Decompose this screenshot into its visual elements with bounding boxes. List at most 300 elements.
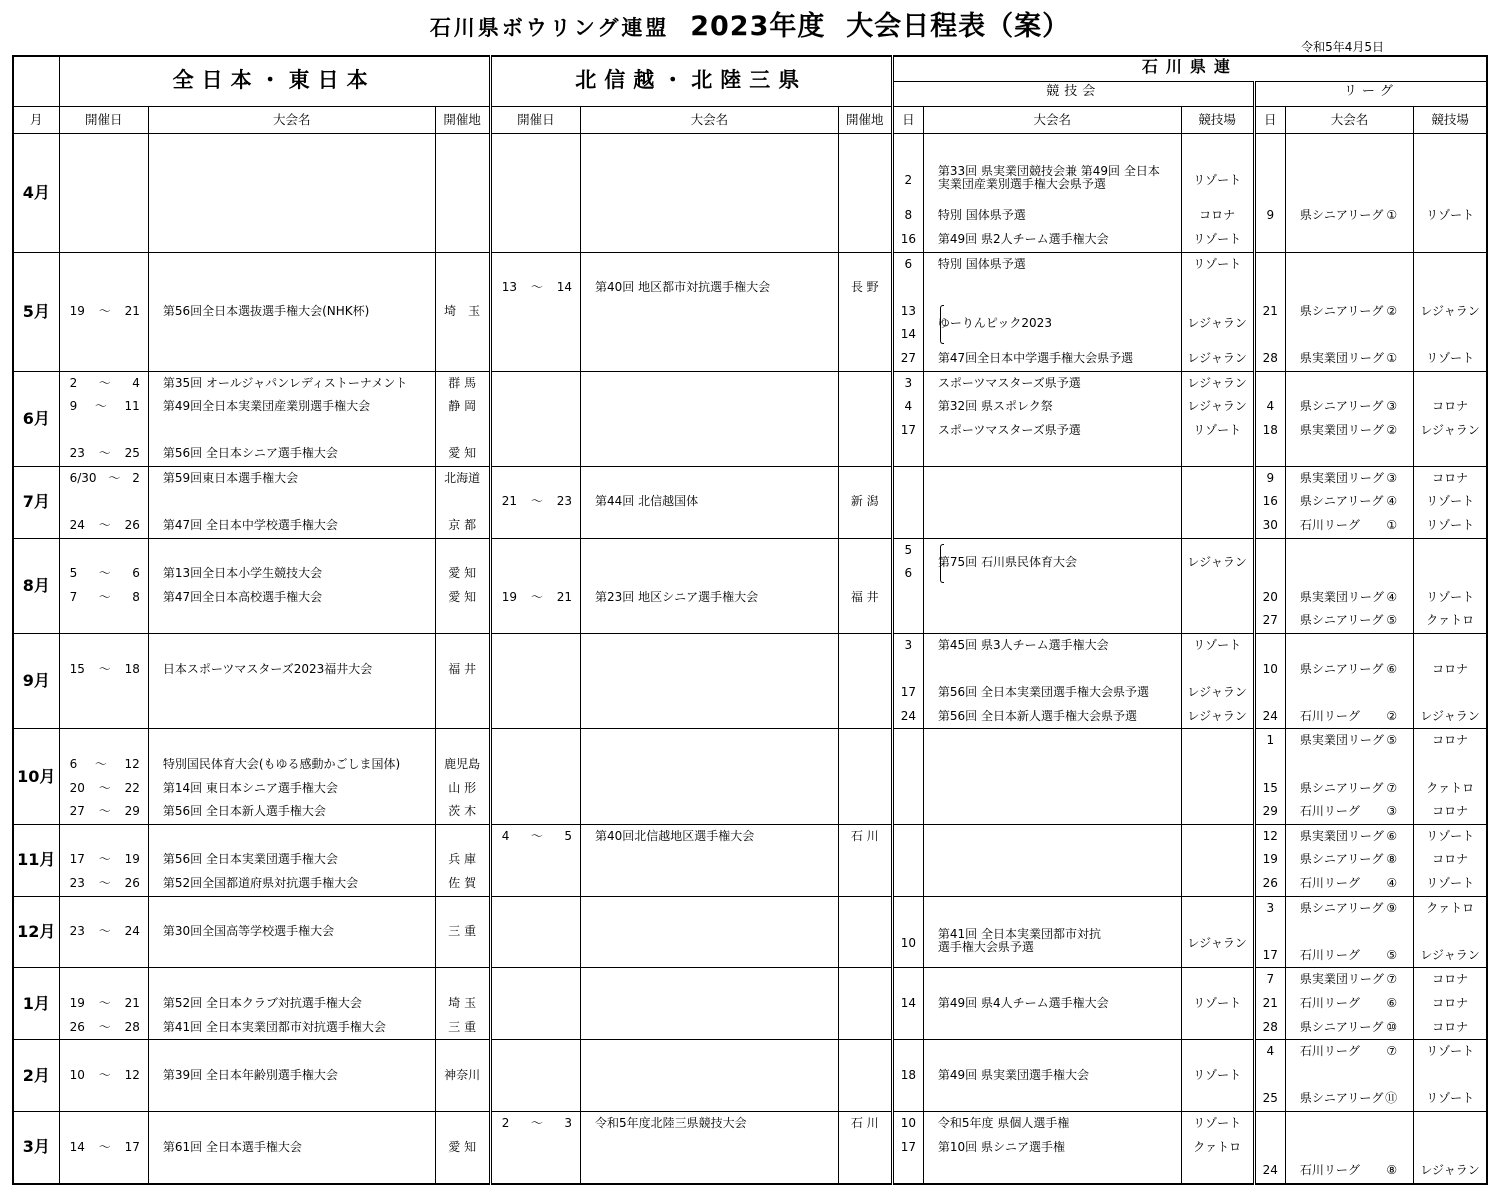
regional-date-cell <box>490 538 580 633</box>
event-name: 第13回全日本小学生競技大会 <box>162 566 323 581</box>
line <box>163 992 435 1016</box>
line <box>163 539 435 563</box>
line <box>595 562 838 586</box>
event-name: 第40回 地区都市対抗選手権大会 <box>594 280 771 295</box>
line <box>595 777 838 801</box>
event-name: 第47回 全日本中学校選手権大会 <box>162 518 338 533</box>
national-venue-cell <box>435 634 490 729</box>
venue-name: 鹿児島 <box>444 757 481 772</box>
line <box>839 1136 891 1160</box>
line <box>163 347 435 371</box>
line <box>492 658 580 682</box>
line <box>839 920 891 944</box>
end-date: 26 <box>124 876 140 891</box>
end-date: 21 <box>124 303 140 318</box>
league-name-cell <box>1285 896 1413 968</box>
line <box>839 681 891 705</box>
arena-name: リゾート <box>1426 828 1475 843</box>
line <box>595 157 838 181</box>
event-name: 特別 国体県予選 <box>937 256 1026 271</box>
kyogikai-event-cell <box>923 1040 1181 1112</box>
line <box>492 753 580 777</box>
line <box>1256 204 1285 228</box>
tilde: ～ <box>530 828 543 843</box>
line <box>163 276 435 300</box>
line <box>1300 467 1413 491</box>
venue-name: 北海道 <box>444 470 481 485</box>
regional-event-cell <box>580 1112 838 1184</box>
national-date-cell <box>59 968 148 1040</box>
arena-name: レジャラン <box>1187 708 1247 723</box>
date-range <box>60 372 148 396</box>
line <box>938 1112 1181 1136</box>
month-row <box>13 538 1487 633</box>
regional-event-cell <box>580 824 838 896</box>
event-name: 第47回全日本高校選手権大会 <box>162 589 323 604</box>
line <box>839 705 891 729</box>
line <box>60 1087 148 1111</box>
round-number: ⑨ <box>1386 900 1398 915</box>
line <box>436 872 489 896</box>
national-date-cell <box>59 729 148 824</box>
arena-name: コロナ <box>1432 661 1469 676</box>
line <box>1414 228 1486 252</box>
league-name-cell <box>1285 1112 1413 1184</box>
line <box>938 1040 1181 1064</box>
kyogikai-day-cell <box>892 371 923 466</box>
line <box>938 1136 1181 1160</box>
event-name-cont: 実業団産業別選手権大会県予選 <box>937 177 1106 192</box>
tilde: ～ <box>530 280 543 295</box>
line <box>1414 777 1486 801</box>
event-name: 第59回東日本選手権大会 <box>162 470 299 485</box>
line <box>60 157 148 181</box>
month-label: 9月 <box>13 634 59 729</box>
arena-name: リゾート <box>1193 422 1242 437</box>
line <box>1256 347 1285 371</box>
line <box>1182 300 1253 347</box>
line <box>1182 1064 1253 1088</box>
end-date: 21 <box>124 996 140 1011</box>
tilde: ～ <box>98 804 111 819</box>
line <box>492 323 580 347</box>
start-date: 23 <box>69 446 85 461</box>
national-venue-cell <box>435 538 490 633</box>
round-number: ③ <box>1386 804 1398 819</box>
end-date: 21 <box>556 589 572 604</box>
round-number: ⑤ <box>1386 613 1398 628</box>
line <box>595 1159 838 1183</box>
line <box>894 1112 923 1136</box>
national-date-cell <box>59 133 148 252</box>
league-name: 県シニアリーグ <box>1299 852 1384 867</box>
line <box>1300 442 1413 466</box>
line <box>595 419 838 443</box>
line <box>1414 419 1486 443</box>
line <box>1414 586 1486 610</box>
line <box>492 848 580 872</box>
line <box>839 490 891 514</box>
line <box>1300 920 1413 944</box>
league-name: 県実業団リーグ <box>1299 422 1384 437</box>
line <box>1256 729 1285 753</box>
line <box>1256 634 1285 658</box>
line <box>1414 800 1486 824</box>
kyogikai-day-cell <box>892 133 923 252</box>
month-label: 6月 <box>13 371 59 466</box>
league-day: 19 <box>1262 852 1278 867</box>
line <box>436 681 489 705</box>
line <box>492 944 580 968</box>
line <box>1300 872 1413 896</box>
line <box>595 1136 838 1160</box>
regional-venue-cell <box>838 634 892 729</box>
line <box>163 300 435 324</box>
event-day: 14 <box>900 996 916 1011</box>
line <box>839 467 891 491</box>
line <box>163 897 435 921</box>
line <box>1300 134 1413 158</box>
line <box>595 872 838 896</box>
line <box>1414 705 1486 729</box>
venue-name: 三 重 <box>448 924 477 939</box>
line <box>163 442 435 466</box>
national-event-cell <box>148 634 435 729</box>
line <box>60 347 148 371</box>
event-name: 特別 国体県予選 <box>937 208 1026 223</box>
league-day: 15 <box>1262 780 1278 795</box>
line <box>1300 562 1413 586</box>
line <box>938 753 1181 777</box>
month-row <box>13 968 1487 1040</box>
line <box>839 442 891 466</box>
line <box>894 253 923 277</box>
day-col-header: 日 <box>1254 106 1285 133</box>
line <box>1182 1136 1253 1160</box>
arena-name: レジャラン <box>1420 708 1480 723</box>
line <box>938 442 1181 466</box>
line <box>839 372 891 396</box>
national-venue-cell <box>435 968 490 1040</box>
line <box>436 705 489 729</box>
line <box>492 705 580 729</box>
start-date: 19 <box>501 589 518 604</box>
line <box>163 372 435 396</box>
line <box>595 1064 838 1088</box>
line <box>839 1064 891 1088</box>
line <box>839 968 891 992</box>
round-number: ⑩ <box>1386 1019 1398 1034</box>
line <box>492 634 580 658</box>
round-number: ⑥ <box>1386 661 1398 676</box>
line <box>1256 1040 1285 1064</box>
arena-name: リゾート <box>1193 1067 1242 1082</box>
line <box>1182 347 1253 371</box>
national-event-cell <box>148 896 435 968</box>
line <box>595 276 838 300</box>
league-name: 県シニアリーグ <box>1299 208 1384 223</box>
event-name: 第56回 全日本シニア選手権大会 <box>162 446 338 461</box>
national-date-cell <box>59 1112 148 1184</box>
venue-col-header: 開催地 <box>838 106 892 133</box>
bracket <box>940 305 944 344</box>
line <box>492 467 580 491</box>
line <box>839 300 891 324</box>
regional-date-cell <box>490 824 580 896</box>
league-day-cell <box>1254 371 1285 466</box>
national-date-cell <box>59 1040 148 1112</box>
line <box>1414 609 1486 633</box>
regional-venue-cell <box>838 133 892 252</box>
line <box>1414 157 1486 181</box>
line <box>938 419 1181 443</box>
end-date: 12 <box>124 757 140 772</box>
line <box>1414 872 1486 896</box>
league-arena-cell <box>1414 896 1487 968</box>
line <box>839 323 891 347</box>
line <box>938 1016 1181 1040</box>
line <box>1414 300 1486 324</box>
regional-event-cell <box>580 466 838 538</box>
line <box>839 777 891 801</box>
league-arena-cell <box>1414 1040 1487 1112</box>
league-name: 県シニアリーグ <box>1299 661 1384 676</box>
regional-date-cell <box>490 133 580 252</box>
line <box>492 920 580 944</box>
line <box>436 323 489 347</box>
line <box>436 729 489 753</box>
line <box>436 134 489 158</box>
venue-name: 新 潟 <box>850 494 879 509</box>
line <box>492 204 580 228</box>
line <box>894 1087 923 1111</box>
line <box>1414 181 1486 205</box>
national-event-cell <box>148 1112 435 1184</box>
ishikawa-header: 石川県連 <box>892 56 1487 81</box>
event-day: 10 <box>900 1116 916 1131</box>
line <box>1182 372 1253 396</box>
national-venue-cell <box>435 133 490 252</box>
event-name: 第41回 全日本実業団都市対抗 <box>937 927 1101 942</box>
month-row <box>13 371 1487 466</box>
arena-name: リゾート <box>1193 996 1242 1011</box>
league-name: 県実業団リーグ <box>1299 733 1384 748</box>
line <box>595 514 838 538</box>
event-name: 第52回全国都道府県対抗選手権大会 <box>162 876 359 891</box>
line <box>938 848 1181 872</box>
tilde: ～ <box>98 1067 111 1082</box>
line <box>436 1112 489 1136</box>
end-date: 25 <box>124 446 140 461</box>
line <box>938 134 1181 158</box>
arena-name: コロナ <box>1199 208 1236 223</box>
line <box>595 181 838 205</box>
line <box>436 753 489 777</box>
start-date: 23 <box>69 924 85 939</box>
event-day: 16 <box>900 231 916 246</box>
arena-name: リゾート <box>1426 494 1475 509</box>
line <box>1182 992 1253 1016</box>
line <box>163 1064 435 1088</box>
line <box>938 968 1181 992</box>
line <box>492 134 580 158</box>
kyogikai-arena-cell <box>1181 634 1254 729</box>
line <box>436 467 489 491</box>
regional-venue-cell <box>838 896 892 968</box>
line <box>1300 897 1413 921</box>
line <box>1182 705 1253 729</box>
document-date: 令和5年4月5日 <box>1301 40 1384 54</box>
league-name: 石川リーグ <box>1299 1044 1360 1059</box>
league-name-cell <box>1285 252 1413 371</box>
line <box>839 729 891 753</box>
line <box>1182 848 1253 872</box>
kyogikai-arena-cell <box>1181 896 1254 968</box>
league-arena-cell <box>1414 729 1487 824</box>
regional-venue-cell <box>838 1112 892 1184</box>
league-day: 20 <box>1262 589 1278 604</box>
event-name: 第33回 県実業団競技会兼 第49回 全日本 <box>937 164 1160 179</box>
league-name: 県シニアリーグ <box>1299 1091 1384 1106</box>
tilde: ～ <box>98 996 111 1011</box>
regional-event-cell <box>580 968 838 1040</box>
league-name: 県実業団リーグ <box>1299 589 1384 604</box>
national-event-cell <box>148 371 435 466</box>
kyogikai-day-cell <box>892 538 923 633</box>
line <box>839 1087 891 1111</box>
event-day: 3 <box>904 375 913 390</box>
line <box>492 300 580 324</box>
line <box>894 609 923 633</box>
arena-name: リゾート <box>1426 876 1475 891</box>
tilde: ～ <box>98 1139 111 1154</box>
tilde: ～ <box>98 924 111 939</box>
line <box>1256 705 1285 729</box>
league-day-cell <box>1254 896 1285 968</box>
line <box>938 920 1181 967</box>
kyogikai-day-cell <box>892 1112 923 1184</box>
line <box>1300 539 1413 563</box>
line <box>1182 1087 1253 1111</box>
kyogikai-arena-cell <box>1181 371 1254 466</box>
tilde: ～ <box>98 566 111 581</box>
regional-event-cell <box>580 252 838 371</box>
line <box>492 681 580 705</box>
round-number: ⑧ <box>1386 852 1398 867</box>
line <box>595 228 838 252</box>
line <box>894 777 923 801</box>
line <box>1256 514 1285 538</box>
tilde: ～ <box>98 661 111 676</box>
national-date-cell <box>59 824 148 896</box>
line <box>1414 134 1486 158</box>
line <box>595 347 838 371</box>
line <box>1414 729 1486 753</box>
start-date: 26 <box>69 1019 85 1034</box>
line <box>839 753 891 777</box>
line <box>492 442 580 466</box>
start-date: 4 <box>501 828 510 843</box>
line <box>595 920 838 944</box>
event-name: 第56回 全日本新人選手権大会 <box>162 804 326 819</box>
line <box>595 753 838 777</box>
national-venue-cell <box>435 824 490 896</box>
line <box>1300 944 1413 968</box>
league-name: 県シニアリーグ <box>1299 1019 1384 1034</box>
league-day: 7 <box>1266 972 1275 987</box>
kyogikai-event-cell <box>923 252 1181 371</box>
arena-name: クァトロ <box>1193 1139 1242 1154</box>
line <box>163 562 435 586</box>
line <box>839 1016 891 1040</box>
regional-date-cell <box>490 729 580 824</box>
line <box>595 944 838 968</box>
line <box>163 490 435 514</box>
event-name: 令和5年度北陸三県競技大会 <box>594 1116 747 1131</box>
round-number: ③ <box>1386 399 1398 414</box>
line <box>436 181 489 205</box>
league-day: 9 <box>1266 208 1275 223</box>
line <box>1182 825 1253 849</box>
league-name: 県実業団リーグ <box>1299 972 1384 987</box>
line <box>839 658 891 682</box>
line <box>1182 777 1253 801</box>
end-date: 19 <box>124 852 140 867</box>
league-day: 24 <box>1262 1163 1278 1178</box>
league-day-cell <box>1254 634 1285 729</box>
league-day-cell <box>1254 538 1285 633</box>
tilde: ～ <box>98 876 111 891</box>
line <box>1300 157 1413 181</box>
line <box>938 1087 1181 1111</box>
line <box>163 753 435 777</box>
venue-name: 群 馬 <box>448 375 477 390</box>
venue-name: 兵 庫 <box>448 852 477 867</box>
line <box>436 777 489 801</box>
document-title <box>0 4 1500 43</box>
end-date: 11 <box>124 399 140 414</box>
line <box>163 419 435 443</box>
venue-name: 神奈川 <box>444 1067 481 1082</box>
line <box>839 253 891 277</box>
round-number: ① <box>1386 350 1398 365</box>
line <box>436 204 489 228</box>
month-row <box>13 634 1487 729</box>
line <box>1300 1136 1413 1160</box>
line <box>595 1087 838 1111</box>
month-row <box>13 729 1487 824</box>
kyogikai-arena-cell <box>1181 1112 1254 1184</box>
line <box>1256 897 1285 921</box>
date-range <box>60 920 148 944</box>
line <box>1414 323 1486 347</box>
date-range <box>60 992 148 1016</box>
line <box>60 1040 148 1064</box>
line <box>163 181 435 205</box>
month-label: 10月 <box>13 729 59 824</box>
national-venue-cell <box>435 371 490 466</box>
line <box>839 992 891 1016</box>
kyogikai-arena-cell <box>1181 252 1254 371</box>
line <box>436 848 489 872</box>
kyogikai-event-cell <box>923 634 1181 729</box>
line <box>1256 1087 1285 1111</box>
line <box>1414 467 1486 491</box>
league-arena-cell <box>1414 466 1487 538</box>
round-number: ⑥ <box>1386 828 1398 843</box>
kyogikai-arena-cell <box>1181 968 1254 1040</box>
event-day: 8 <box>904 208 913 223</box>
